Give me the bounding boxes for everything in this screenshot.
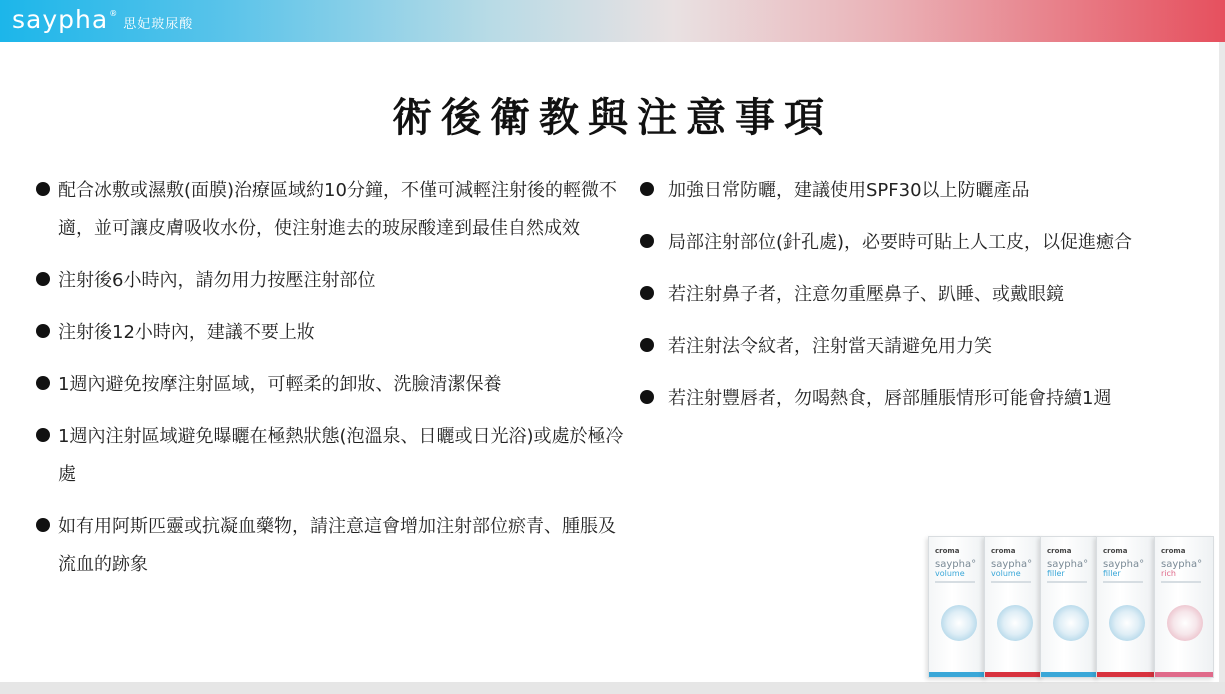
product-box [1154, 536, 1214, 678]
product-stripe [1097, 672, 1155, 677]
bullet-icon [640, 234, 654, 248]
product-divider [1047, 581, 1087, 583]
left-instruction-list [36, 172, 626, 598]
syringe-icon [941, 605, 977, 641]
right-instruction-list [640, 172, 1210, 432]
bullet-icon [36, 376, 50, 390]
syringe-icon [1109, 605, 1145, 641]
list-item [36, 314, 626, 352]
list-item [640, 172, 1210, 210]
bullet-icon [640, 182, 654, 196]
bullet-icon [36, 272, 50, 286]
product-divider [1161, 581, 1201, 583]
list-item [36, 262, 626, 300]
product-boxes-image [920, 536, 1220, 682]
bullet-icon [36, 182, 50, 196]
product-stripe [1041, 672, 1099, 677]
registered-mark: ® [109, 9, 118, 18]
product-brand: croma [1161, 547, 1186, 555]
brand-logo [12, 5, 193, 34]
product-brand: croma [1047, 547, 1072, 555]
list-item-text: 注射後12小時內，建議不要上妝 [58, 322, 315, 343]
page-edge-bottom [0, 682, 1225, 694]
brand-name: saypha [12, 5, 109, 34]
product-brand: croma [935, 547, 960, 555]
product-box [1096, 536, 1156, 678]
list-item [36, 172, 626, 248]
product-brand: croma [1103, 547, 1128, 555]
list-item-text: 如有用阿斯匹靈或抗凝血藥物，請注意這會增加注射部位瘀青、腫脹及流血的跡象 [58, 516, 616, 575]
list-item [640, 224, 1210, 262]
product-stripe [929, 672, 987, 677]
product-divider [991, 581, 1031, 583]
product-box [928, 536, 988, 678]
product-divider [1103, 581, 1143, 583]
product-stripe [1155, 672, 1213, 677]
product-name: saypha° [935, 559, 977, 570]
list-item-text: 若注射法令紋者，注射當天請避免用力笑 [668, 336, 992, 357]
bullet-icon [640, 338, 654, 352]
bullet-icon [640, 286, 654, 300]
product-stripe [985, 672, 1043, 677]
product-brand: croma [991, 547, 1016, 555]
list-item-text: 加強日常防曬，建議使用SPF30以上防曬產品 [668, 180, 1030, 201]
list-item [36, 366, 626, 404]
list-item-text: 局部注射部位(針孔處)，必要時可貼上人工皮，以促進癒合 [668, 232, 1133, 253]
product-name: saypha° [1047, 559, 1089, 570]
list-item-text: 1週內注射區域避免曝曬在極熱狀態(泡溫泉、日曬或日光浴)或處於極冷處 [58, 426, 624, 485]
syringe-icon [1053, 605, 1089, 641]
brand-chinese-name: 思妃玻尿酸 [123, 17, 194, 32]
product-name: saypha° [991, 559, 1033, 570]
list-item [36, 418, 626, 494]
list-item-text: 若注射鼻子者，注意勿重壓鼻子、趴睡、或戴眼鏡 [668, 284, 1064, 305]
syringe-icon [997, 605, 1033, 641]
product-name: saypha° [1103, 559, 1145, 570]
product-variant: volume [991, 569, 1021, 578]
page-title: 術後衛教與注意事項 [392, 95, 833, 141]
product-name: saypha° [1161, 559, 1203, 570]
list-item [640, 380, 1210, 418]
list-item [36, 508, 626, 584]
product-box [984, 536, 1044, 678]
bullet-icon [36, 518, 50, 532]
list-item-text: 配合冰敷或濕敷(面膜)治療區域約10分鐘，不僅可減輕注射後的輕微不適，並可讓皮膚吸收水份，使注射進去的玻尿酸達到最佳自然成效 [58, 180, 617, 239]
syringe-icon [1167, 605, 1203, 641]
bullet-icon [36, 428, 50, 442]
list-item-text: 1週內避免按摩注射區域，可輕柔的卸妝、洗臉清潔保養 [58, 374, 502, 395]
product-variant: filler [1103, 569, 1121, 578]
bullet-icon [36, 324, 50, 338]
list-item [640, 328, 1210, 366]
product-box [1040, 536, 1100, 678]
product-variant: volume [935, 569, 965, 578]
header-bar [0, 0, 1225, 42]
list-item-text: 若注射豐唇者，勿喝熱食，唇部腫脹情形可能會持續1週 [668, 388, 1112, 409]
product-variant: rich [1161, 569, 1176, 578]
product-variant: filler [1047, 569, 1065, 578]
list-item [640, 276, 1210, 314]
bullet-icon [640, 390, 654, 404]
product-divider [935, 581, 975, 583]
list-item-text: 注射後6小時內，請勿用力按壓注射部位 [58, 270, 376, 291]
